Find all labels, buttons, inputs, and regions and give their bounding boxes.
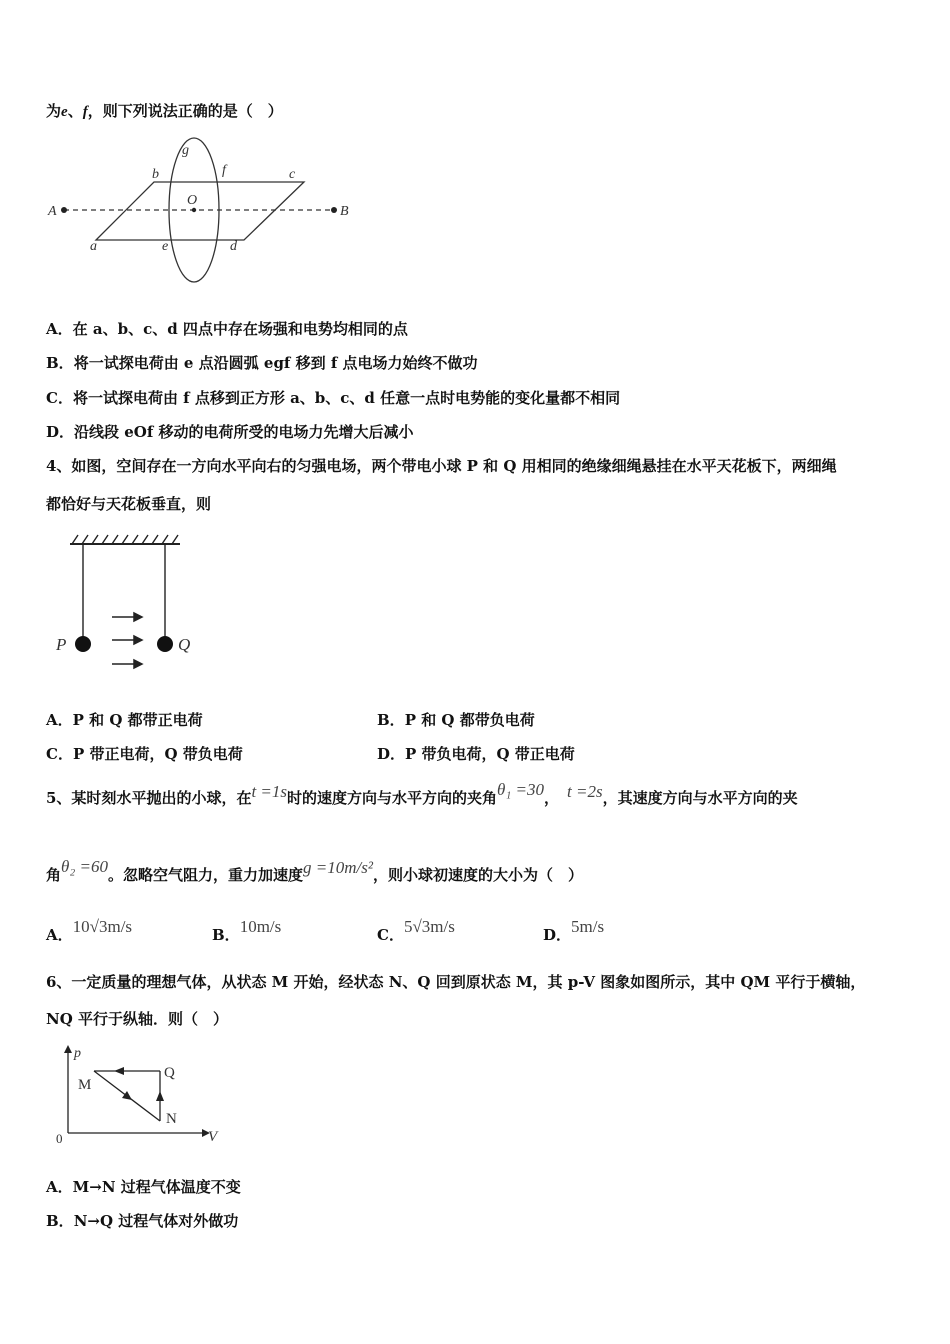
q5-theta1: θ₁ =30 <box>497 780 545 799</box>
q4-option-c: C．P 带正电荷，Q 带负电荷 <box>46 745 243 763</box>
q4-option-b: B．P 和 Q 都带负电荷 <box>377 711 535 729</box>
fig4-label-Q: Q <box>178 635 191 654</box>
q5-option-a: A．10√3m/s <box>46 917 133 944</box>
fig6-label-Q: Q <box>164 1065 175 1081</box>
q4-stem-line2: 都恰好与天花板垂直，则 <box>46 495 212 513</box>
fig3-label-a: a <box>90 239 97 254</box>
q4-option-d: D．P 带负电荷，Q 带正电荷 <box>377 745 575 763</box>
q3-figure <box>44 134 364 289</box>
q3-option-d: D．沿线段 eOf 移动的电荷所受的电场力先增大后减小 <box>46 423 414 441</box>
q3-stem: 为e、f，则下列说法正确的是（ ） <box>46 102 283 120</box>
q5-g: g =10m/s² <box>303 858 373 877</box>
fig3-label-O: O <box>187 193 198 208</box>
fig6-label-p: p <box>74 1046 81 1061</box>
q6-figure <box>52 1043 232 1148</box>
q6-option-b: B．N→Q 过程气体对外做功 <box>46 1212 239 1230</box>
fig6-label-M: M <box>78 1077 92 1093</box>
q4-stem-line1: 4、如图，空间存在一方向水平向右的匀强电场，两个带电小球 P 和 Q 用相同的绝缘细绳悬挂在水平天花板下，两细绳 <box>46 457 837 475</box>
fig3-label-e: e <box>162 239 169 254</box>
q6-option-a: A．M→N 过程气体温度不变 <box>46 1178 241 1196</box>
fig3-label-d: d <box>230 239 237 254</box>
fig4-label-P: P <box>56 635 67 654</box>
q5-option-b: B．10m/s <box>212 917 282 944</box>
fig3-label-f: f <box>222 163 226 178</box>
q5-option-c: C．5√3m/s <box>377 917 455 944</box>
q3-option-c: C．将一试探电荷由 f 点移到正方形 a、b、c、d 任意一点时电势能的变化量都不相同 <box>46 389 621 407</box>
fig3-label-c: c <box>289 167 296 182</box>
fig6-label-V: V <box>208 1129 218 1145</box>
fig6-label-origin: 0 <box>56 1131 63 1146</box>
fig3-label-B: B <box>340 204 349 219</box>
fig3-label-b: b <box>152 167 159 182</box>
q3-option-a: A．在 a、b、c、d 四点中存在场强和电势均相同的点 <box>46 320 408 338</box>
q5-option-d: D．5m/s <box>543 917 605 944</box>
fig3-label-g: g <box>182 143 189 158</box>
fig6-label-N: N <box>166 1111 177 1127</box>
q6-stem-line2: NQ 平行于纵轴．则（ ） <box>46 1010 229 1028</box>
fig3-label-A: A <box>48 204 57 219</box>
q5-t2: t =2s <box>567 782 603 801</box>
q4-figure <box>50 532 210 677</box>
q5-stem-line1: 5、某时刻水平抛出的小球，在t =1s时的速度方向与水平方向的夹角θ₁ =30， t =2s，其速度方向与水平方向的夹 <box>46 780 798 807</box>
q5-stem-line2: 角θ₂ =60。忽略空气阻力，重力加速度g =10m/s²，则小球初速度的大小为（ ） <box>46 857 583 884</box>
q4-option-a: A．P 和 Q 都带正电荷 <box>46 711 203 729</box>
q3-option-b: B．将一试探电荷由 e 点沿圆弧 egf 移到 f 点电场力始终不做功 <box>46 354 478 372</box>
q5-t1: t =1s <box>251 782 288 801</box>
q6-stem-line1: 6、一定质量的理想气体，从状态 M 开始，经状态 N、Q 回到原状态 M，其 p-V 图象如图所示，其中 QM 平行于横轴， <box>46 973 866 991</box>
q5-theta2: θ₂ =60 <box>61 857 108 876</box>
